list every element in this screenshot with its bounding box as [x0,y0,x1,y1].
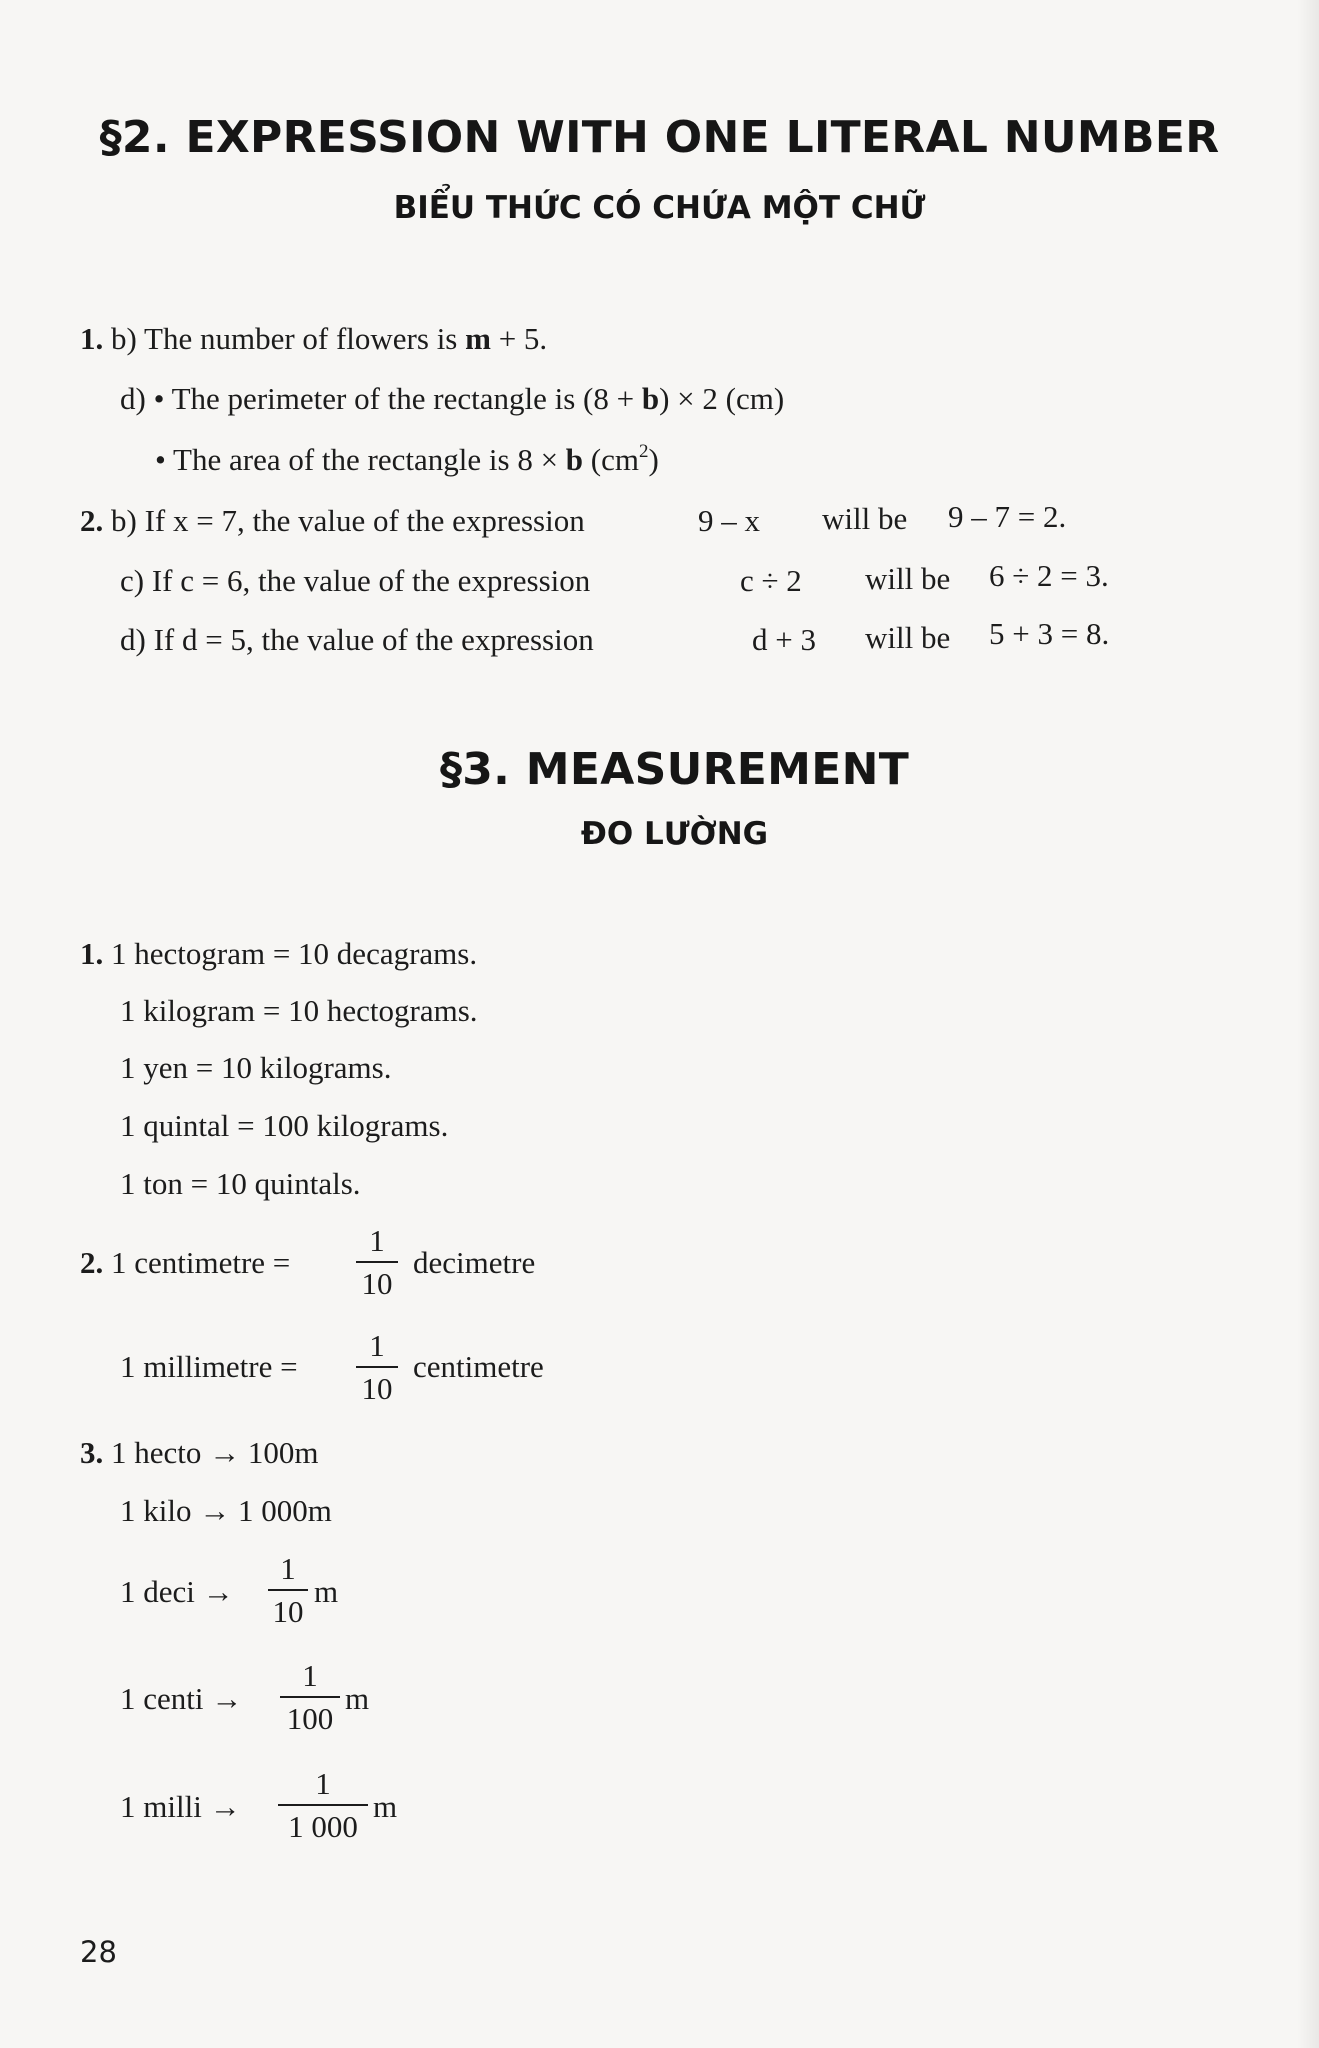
fraction [280,1660,340,1734]
s3-q3-unit: m [314,1574,339,1609]
s3-q3-left: 1 milli → [120,1789,241,1824]
s2-q2-expr: c ÷ 2 [740,563,802,598]
page-edge-shadow [1297,0,1319,2048]
section3-subtitle: ĐO LƯỜNG [580,816,769,852]
fraction [278,1768,368,1842]
s2-q1-area-prefix: • The area of the rectangle is [155,442,518,477]
s2-q1-b-rest: + 5. [490,321,548,356]
section2-title: §2. EXPRESSION WITH ONE LITERAL NUMBER [99,112,1220,163]
s3-q2-row [80,1247,290,1278]
s2-q1-d-var: b [641,381,660,416]
s3-q3-text: 1 hecto → 100m [111,1435,319,1470]
s3-q2-unit: centimetre [413,1349,544,1384]
s2-q2-will: will be [865,620,951,655]
s3-q1-text: 1 hectogram = 10 decagrams. [111,936,478,971]
s3-q3-line [80,1437,319,1468]
s2-q1-b-var: m [465,321,491,356]
s2-q2-result: 6 ÷ 2 = 3. [989,558,1109,593]
s2-q1-d-expr-b: ) × 2 (cm) [659,381,785,416]
s2-q2-result: 5 + 3 = 8. [989,616,1110,651]
question-number: 3. [80,1435,104,1470]
s3-q1-line: 1 ton = 10 quintals. [120,1166,361,1201]
s2-q2-cond: b) If x = 7, the value of the expression [111,503,585,538]
section3-title: §3. MEASUREMENT [439,744,910,795]
s2-q2-result: 9 – 7 = 2. [948,499,1067,534]
fraction-numerator: 1 [280,1551,296,1586]
question-number: 2. [80,1245,104,1280]
fraction-denominator: 10 [272,1594,304,1629]
fraction-numerator: 1 [315,1766,331,1801]
question-number: 1. [80,936,104,971]
s2-q2-cond: d) If d = 5, the value of the expression [120,622,594,657]
s3-q1-line: 1 quintal = 100 kilograms. [120,1108,449,1143]
s3-q1-line: 1 kilogram = 10 hectograms. [120,993,478,1028]
s2-q1-area [155,441,659,477]
s3-q3-left: 1 centi → [120,1681,243,1716]
s2-q2-cond: c) If c = 6, the value of the expression [120,563,591,598]
s3-q2-left: 1 millimetre = [120,1349,298,1384]
fraction-numerator: 1 [369,1328,385,1363]
s3-q3-unit: m [345,1681,370,1716]
fraction-numerator: 1 [302,1658,318,1693]
s2-q2-expr: 9 – x [698,503,760,538]
fraction-denominator: 100 [286,1701,334,1736]
s3-q3-left: 1 deci → [120,1574,234,1609]
s2-q1-d-expr-a: (8 + [583,381,642,416]
section2-subtitle: BIỂU THỨC CÓ CHỨA MỘT CHỮ [393,190,926,226]
s3-q3-unit: m [373,1789,398,1824]
s2-q1-d-prefix: d) • The perimeter of the rectangle is [120,381,584,416]
s2-q2-will: will be [865,561,951,596]
s2-q1-area-sup: 2 [639,441,649,462]
s3-q2-left: 1 centimetre = [111,1245,291,1280]
fraction [356,1225,398,1299]
fraction-denominator: 10 [361,1266,393,1301]
s3-q3-line: 1 kilo → 1 000m [120,1493,332,1528]
page-number: 28 [80,1935,117,1969]
s2-q2-will: will be [822,501,908,536]
s2-q1-d [120,383,784,414]
s2-q1-area-unit: (cm [583,442,639,477]
s2-q1-b [80,323,547,354]
fraction-denominator: 1 000 [288,1809,358,1844]
fraction-numerator: 1 [369,1223,385,1258]
question-number: 1. [80,321,104,356]
s3-q1-line: 1 yen = 10 kilograms. [120,1050,392,1085]
s2-q1-area-close: ) [648,442,659,477]
fraction-denominator: 10 [361,1371,393,1406]
s3-q2-unit: decimetre [413,1245,536,1280]
s2-q1-area-var: b [565,442,584,477]
s3-q1-line [80,938,477,969]
s2-q1-area-expr: 8 × [517,442,566,477]
s2-q2-expr: d + 3 [752,622,816,657]
s2-q1-b-text: b) The number of flowers is [111,321,466,356]
fraction [356,1330,398,1404]
question-number: 2. [80,503,104,538]
fraction [268,1553,308,1627]
s2-q2-row [80,505,585,536]
